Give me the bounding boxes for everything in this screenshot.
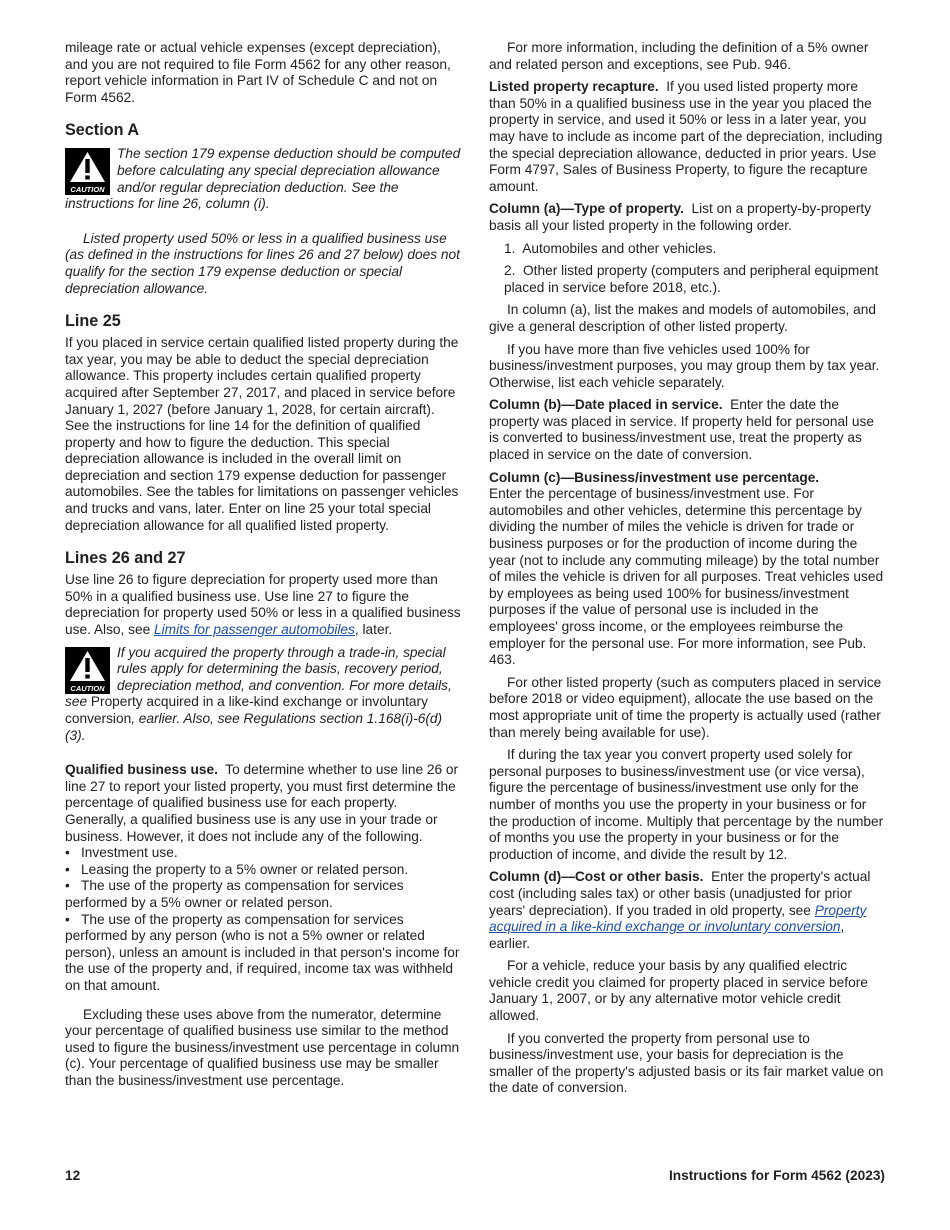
column-c-heading: Column (c)—Business/investment use percentage. xyxy=(489,469,820,485)
list-item-2: 2. Other listed property (computers and peripheral equipment placed in service before 2018, etc.). xyxy=(504,263,879,295)
left-column xyxy=(65,40,462,1095)
line-25-text: If you placed in service certain qualified listed property during the tax year, you may be able to deduct the special depreciation allowance. This property includes certain qualified property acquired after September 27, 2017, and placed in service before January 1, 2027 (before January 1, 2028, for certain aircraft). See the instructions for line 14 for the definition of qualified property and how to figure the deduction. This special depreciation allowance is included in the overall limit on depreciation and section 179 expense deduction for passenger automobiles. See the tables for limitations on passenger vehicles and trucks and vans, later. Enter on line 25 your total special depreciation allowance for all qualified listed property. xyxy=(65,335,459,533)
column-d-paragraph: Column (d)—Cost or other basis. Enter the property's actual cost (including sales tax) or other basis (unadjusted for prior years' depreciation). If you traded in old property, see Property acquired in a like-kind exchange or involuntary conversion, earlier. xyxy=(489,869,871,951)
page-number: 12 xyxy=(65,1168,81,1183)
bullet-item: • The use of the property as compensation for services performed by any person (who is not a 5% owner or related person), unless an amount is included in that person's income for the use of the property and, if required, income tax was withheld on that amount. xyxy=(65,911,460,993)
caution-note-2: CAUTION If you acquired the property through a trade-in, special rules apply for determining the basis, recovery period, depreciation method, and convention. For more details, see Property acquired in a like-kind exchange or involuntary conversion, earlier. Also, see Regulations section 1.168(i)-6(d)(3). xyxy=(65,644,452,743)
limits-passenger-automobiles-link[interactable]: Limits for passenger automobiles xyxy=(154,622,355,638)
recapture-heading: Listed property recapture. xyxy=(489,79,659,95)
caution-label: CAUTION xyxy=(70,185,105,195)
column-c-paragraph-3: If during the tax year you convert property used solely for personal purposes to business/investment use (or vice versa), figure the percentage of business/investment use only for the number of months you use the property in your business or for the production of income. Multiply that percentage by the number of months you use the property in your business or for the production of income, and divide the result by 12. xyxy=(489,747,884,862)
qualified-business-use-heading: Qualified business use. xyxy=(65,762,218,778)
more-info-paragraph: For more information, including the definition of a 5% owner and related person and exceptions, see Pub. 946. xyxy=(489,40,869,72)
line-25-heading: Line 25 xyxy=(65,312,121,331)
column-d-paragraph-3: If you converted the property from personal use to business/investment use, your basis for depreciation is the smaller of the property's adjusted basis or its fair market value on the date of conversion. xyxy=(489,1030,884,1096)
column-a-heading: Column (a)—Type of property. xyxy=(489,201,684,217)
intro-paragraph: mileage rate or actual vehicle expenses (except depreciation), and you are not required to file Form 4562 for any other reason, report vehicle information in Part IV of Schedule C and not on Form 4562. xyxy=(65,40,451,105)
bullet-item: • Investment use. xyxy=(65,845,178,861)
column-d-heading: Column (d)—Cost or other basis. xyxy=(489,869,704,885)
lines-26-27-heading: Lines 26 and 27 xyxy=(65,549,186,568)
recapture-paragraph: Listed property recapture. If you used listed property more than 50% in a qualified business use in the year you placed the property in service, and used it 50% or less in a later year, you may have to include as income part of the depreciation, including the special depreciation allowance, deducted in prior years. Use Form 4797, Sales of Business Property, to figure the recapture amount. xyxy=(489,79,883,194)
listed-property-note: Listed property used 50% or less in a qualified business use (as defined in the instructions for lines 26 and 27 below) does not qualify for the section 179 expense deduction or special depreciation allowance. xyxy=(65,230,460,296)
form-title-footer: Instructions for Form 4562 (2023) xyxy=(668,1168,885,1183)
column-c-paragraph-2: For other listed property (such as computers placed in service before 2018 or video equipment), allocate the use based on the most appropriate unit of time the property is actually used (rather than merely being available for use). xyxy=(489,674,882,740)
qualified-business-use-paragraph: Qualified business use. To determine whether to use line 26 or line 27 to report your listed property, you must first determine the percentage of qualified business use for each property. Generally, a qualified business use is any use in your trade or business. However, it does not include any of the following. xyxy=(65,762,459,844)
like-kind-exchange-link[interactable]: Property acquired in a like-kind exchange or involuntary conversion xyxy=(489,902,867,935)
list-item-1: 1. Automobiles and other vehicles. xyxy=(504,240,717,256)
bullet-item: • Leasing the property to a 5% owner or related person. xyxy=(65,861,409,877)
column-a-paragraph-2: In column (a), list the makes and models of automobiles, and give a general description of other listed property. xyxy=(489,302,876,334)
bullet-item: • The use of the property as compensation for services performed by a 5% owner or related person. xyxy=(65,878,404,910)
right-column xyxy=(489,40,886,1103)
caution-label: CAUTION xyxy=(70,683,105,693)
caution-1-text: The section 179 expense deduction should be computed before calculating any special depreciation allowance and/or regular depreciation deduction. See the instructions for line 26, column (i). xyxy=(65,146,461,212)
column-d-paragraph-2: For a vehicle, reduce your basis by any qualified electric vehicle credit you claimed for property placed in service before January 1, 2007, or by any alternative motor vehicle credit allowed. xyxy=(489,958,868,1024)
column-a-paragraph: Column (a)—Type of property. List on a property-by-property basis all your listed property in the following order. xyxy=(489,201,872,233)
excluding-paragraph: Excluding these uses above from the numerator, determine your percentage of qualified business use similar to the method used to figure the business/investment use percentage in column (c). Your percentage of qualified business use may be smaller than the business/investment use percentage. xyxy=(65,1006,460,1088)
column-c-paragraph: Column (c)—Business/investment use percentage. Enter the percentage of business/investment use. For automobiles and other vehicles, determine this percentage by dividing the number of miles the vehicle is driven for trade or business purposes or for the production of income during the year (not to include any commuting mileage) by the total number of miles the vehicle is driven for all purposes. Treat vehicles used by employees as being used 100% for business/investment purposes if the value of personal use is included in the employees' gross income, or the employees reimburse the employer for the personal use. For more information, see Pub. 463. xyxy=(489,469,884,668)
section-a-heading: Section A xyxy=(65,121,140,140)
property-acquired-reference: Property acquired in a like-kind exchange or involuntary conversion xyxy=(65,694,428,726)
caution-icon xyxy=(65,148,110,195)
caution-note-1 xyxy=(65,146,462,212)
column-b-heading: Column (b)—Date placed in service. xyxy=(489,397,723,413)
column-a-paragraph-3: If you have more than five vehicles used 100% for business/investment purposes, you may group them by tax year. Otherwise, list each vehicle separately. xyxy=(489,341,880,390)
caution-icon xyxy=(65,647,110,694)
lines-26-27-text: Use line 26 to figure depreciation for property used more than 50% in a qualified business use. Use line 27 to figure the depreciation for property used 50% or less in a qualified business use. Also, see Limits for passenger automobiles, later. xyxy=(65,572,461,638)
column-b-paragraph: Column (b)—Date placed in service. Enter the date the property was placed in service. If property held for personal use is converted to business/investment use, treat the property as placed in service on the date of conversion. xyxy=(489,397,874,463)
